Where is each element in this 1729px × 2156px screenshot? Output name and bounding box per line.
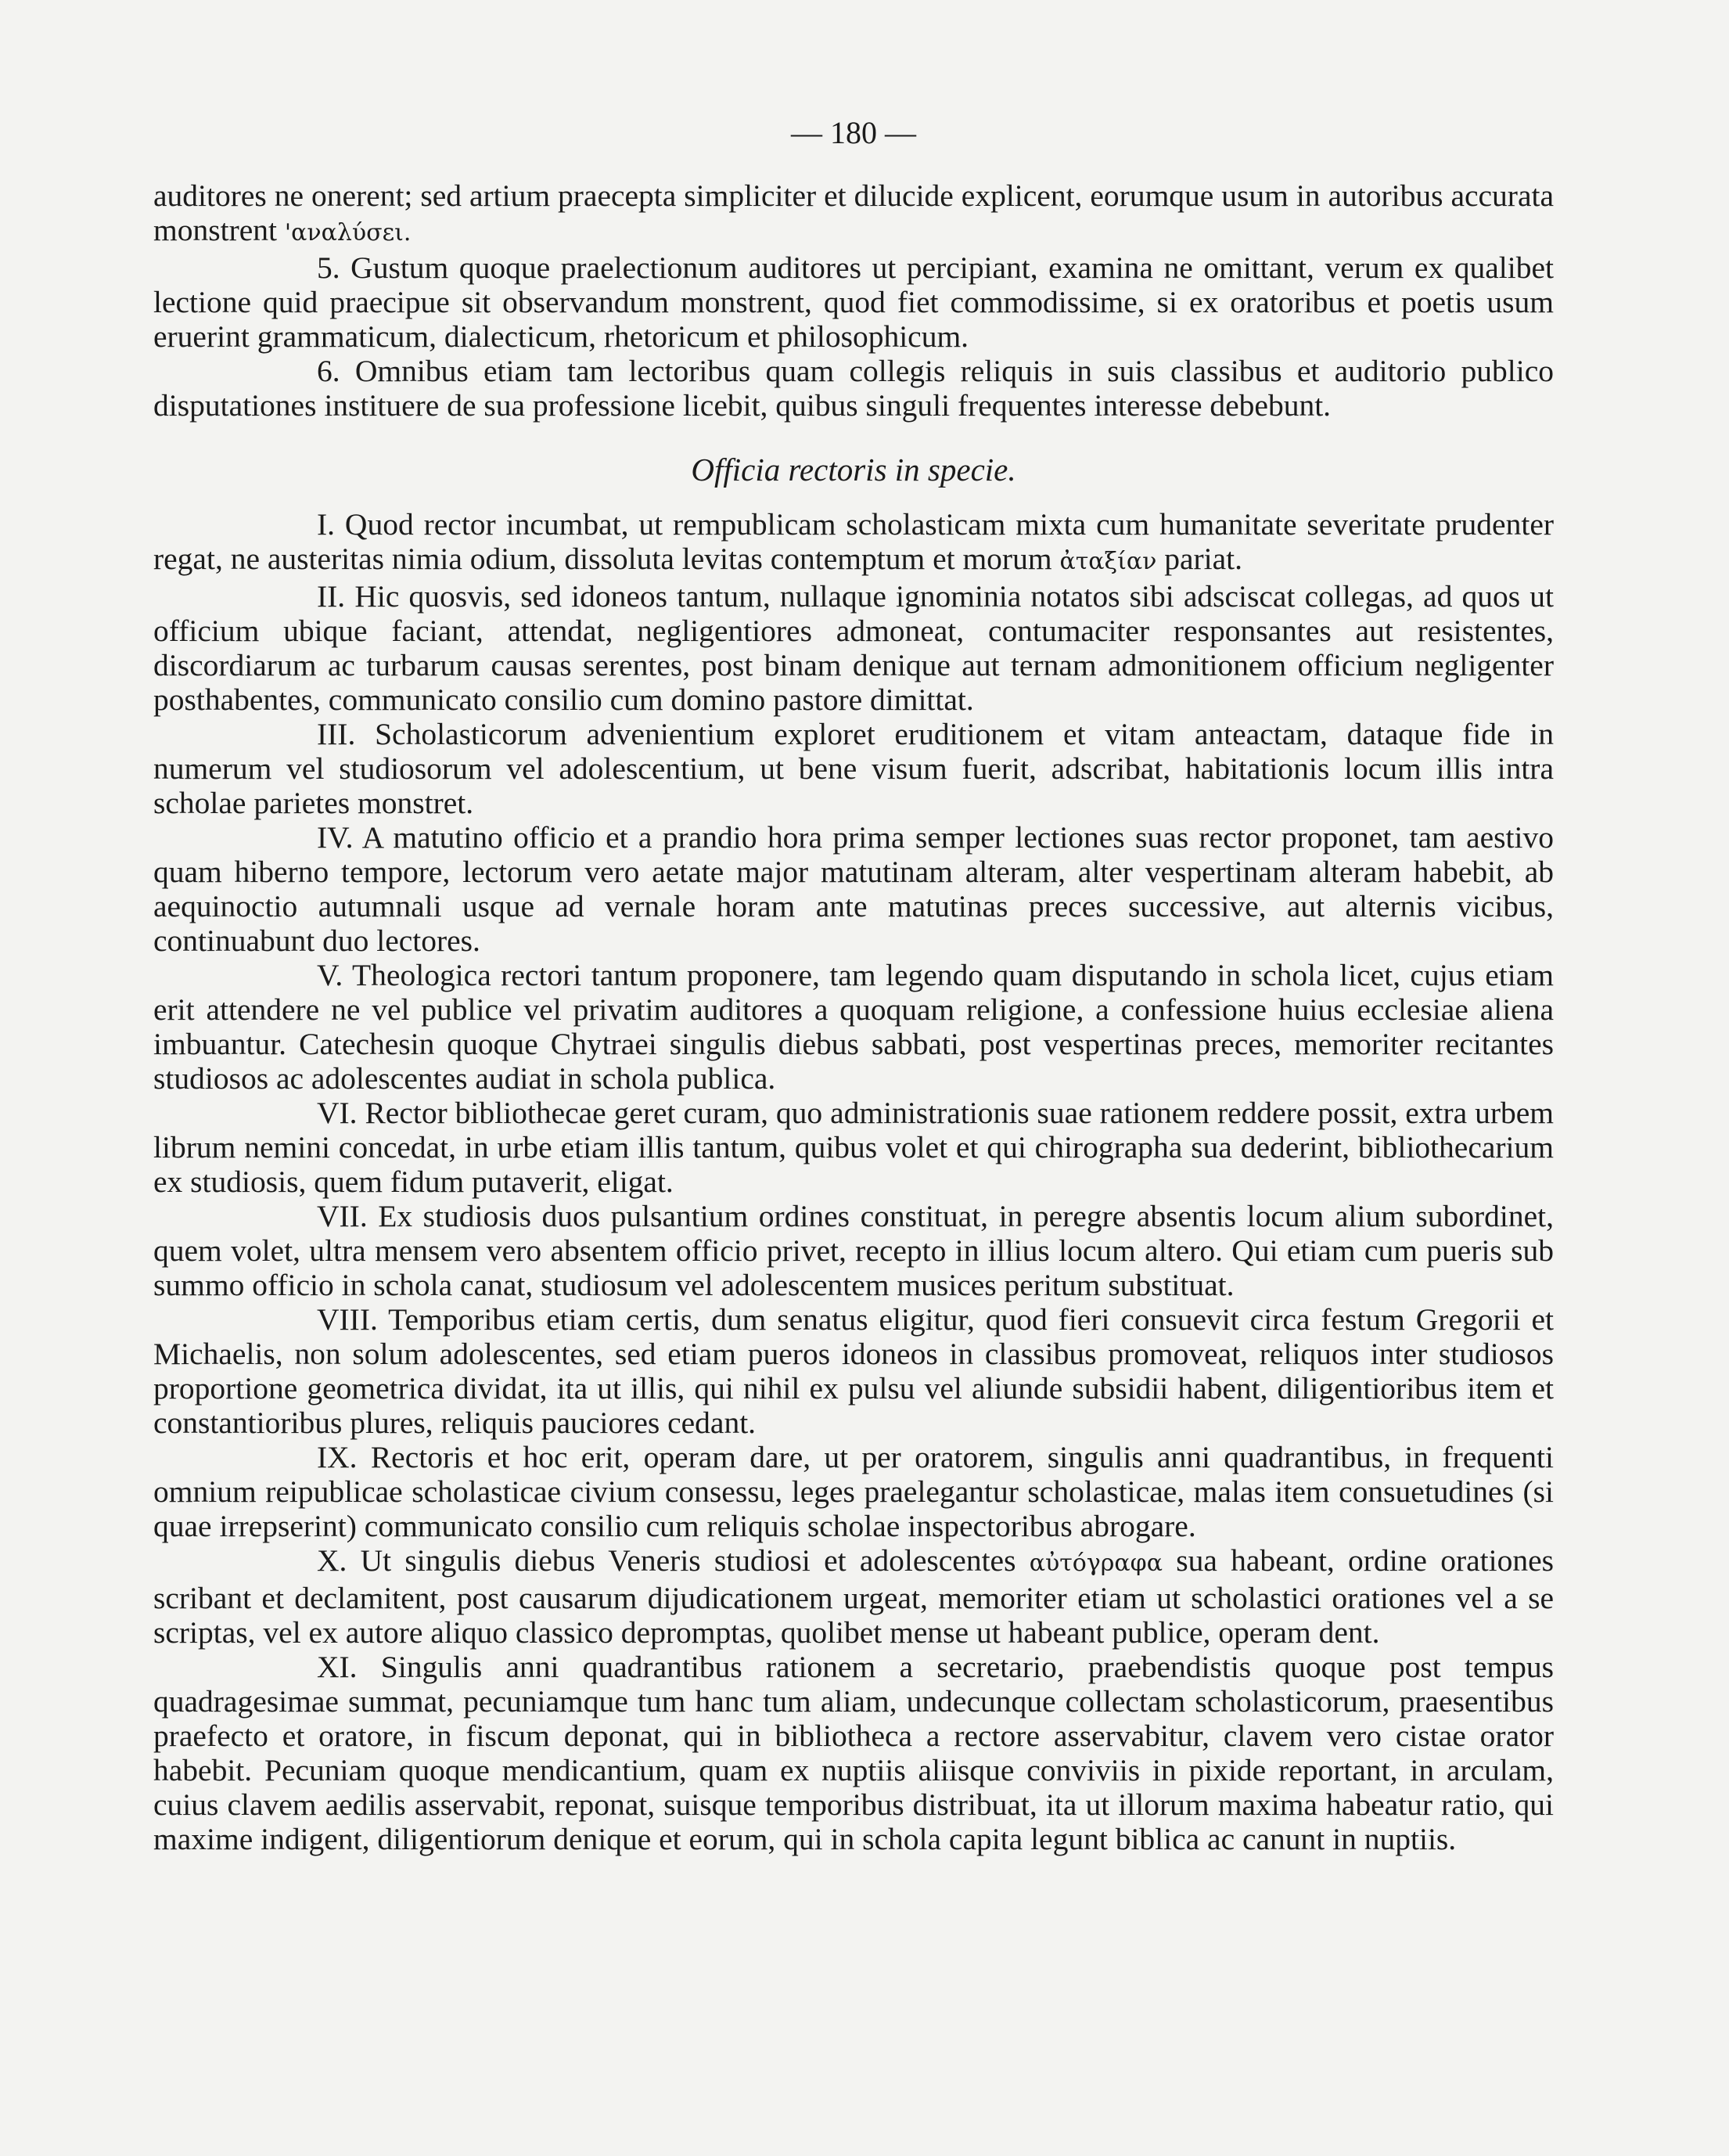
article-text: X. Ut singulis diebus Veneris studiosi et adolescentes (317, 1543, 1030, 1578)
article-IV: IV. A matutino officio et a prandio hora prima semper lectiones suas rector proponet, tam aestivo quam hiberno tempore, lectorum vero aetate major matutinam alteram, alter vespertinam alteram habebit, ab aequinoctio autumnali usque ad vernale horam ante matutinas preces successive, aut alternis vicibus, continuabunt duo lectores. (153, 820, 1554, 958)
page-content (153, 117, 1554, 2043)
article-text: sua habeant, ordine orationes scribant et declamitent, post causarum dijudicationem urgeat, memoriter etiam ut scholastici orationes vel a se scriptas, vel ex autore aliquo classico depromptas, quolibet mense ut habeant publice, operam dent. (153, 1543, 1554, 1650)
greek-word: αὐτόγραφα (1029, 1550, 1163, 1577)
paragraph-continuation (153, 178, 1554, 250)
paragraph-5: 5. Gustum quoque praelectionum auditores ut percipiant, examina ne omittant, verum ex qualibet lectione quid praecipue sit observandum monstrent, quod fiet commodissime, si ex oratoribus et poetis usum eruerint grammaticum, dialecticum, rhetoricum et philosophicum. (153, 250, 1554, 354)
article-I (153, 507, 1554, 579)
page-number: — 180 — (791, 115, 916, 150)
article-XI: XI. Singulis anni quadrantibus rationem a secretario, praebendistis quoque post tempus quadragesimae summat, pecuniamque tum hanc tum aliam, undecunque collectam scholasticorum, praesentibus praefecto et oratore, in fiscum deponat, qui in bibliotheca a rectore asservabitur, clavem vero cistae orator habebit. Pecuniam quoque mendicantium, quam ex nuptiis aliisque conviviis in pixide reportant, in arculam, cuius clavem aedilis asservabit, reponat, suisque temporibus distribuat, ita ut illorum maxima habeatur ratio, qui maxime indigent, diligentiorum denique et eorum, qui in schola capita legunt biblica ac canunt in nuptiis. (153, 1650, 1554, 1856)
article-X (153, 1543, 1554, 1650)
article-text: I. Quod rector incumbat, ut rempublicam scholasticam mixta cum humanitate severitate prudenter regat, ne austeritas nimia odium, dissoluta levitas contemptum et morum (153, 507, 1554, 576)
body-text (153, 178, 1554, 1856)
article-VI: VI. Rector bibliothecae geret curam, quo administrationis suae rationem reddere possit, extra urbem librum nemini concedat, in urbe etiam illis tantum, quibus volet et qui chirographa sua dederint, bibliothecarium ex studiosis, quem fidum putaverit, eligat. (153, 1096, 1554, 1199)
greek-word: 'αναλύσει. (284, 219, 412, 247)
article-II: II. Hic quosvis, sed idoneos tantum, nullaque ignominia notatos sibi adsciscat collegas, ad quos ut officium ubique faciant, attendat, negligentiores admoneat, contumaciter responsantes aut resistentes, discordiarum ac turbarum causas serentes, post binam denique aut ternam admonitionem officium negligenter posthabentes, communicato consilio cum domino pastore dimittat. (153, 579, 1554, 717)
article-IX: IX. Rectoris et hoc erit, operam dare, ut per oratorem, singulis anni quadrantibus, in frequenti omnium reipublicae scholasticae civium consessu, leges praelegantur scholasticae, malas item consuetudines (si quae irrepserint) communicato consilio cum reliquis scholae inspectoribus abrogare. (153, 1440, 1554, 1543)
article-V: V. Theologica rectori tantum proponere, tam legendo quam disputando in schola licet, cujus etiam erit attendere ne vel publice vel privatim auditores a quoquam religione, a confessione huius ecclesiae aliena imbuantur. Catechesin quoque Chytraei singulis diebus sabbati, post vespertinas preces, memoriter recitantes studiosos ac adolescentes audiat in schola publica. (153, 958, 1554, 1096)
paragraph-text: auditores ne onerent; sed artium praecepta simpliciter et dilucide explicent, eorumque usum in autoribus accurata monstrent (153, 178, 1554, 247)
article-text: pariat. (1156, 542, 1243, 576)
article-III: III. Scholasticorum advenientium exploret eruditionem et vitam anteactam, dataque fide in numerum vel studiosorum vel adolescentium, ut bene visum fuerit, adscribat, habitationis locum illis intra scholae parietes monstret. (153, 717, 1554, 820)
section-heading: Officia rectoris in specie. (691, 452, 1016, 488)
article-VIII: VIII. Temporibus etiam certis, dum senatus eligitur, quod fieri consuevit circa festum Gregorii et Michaelis, non solum adolescentes, sed etiam pueros idoneos in classibus promoveat, reliquos inter studiosos proportione geometrica dividat, ita ut illis, qui nihil ex pulsu vel aliunde subsidii habent, diligentioribus item et constantioribus plures, reliquis pauciores cedant. (153, 1302, 1554, 1440)
article-VII: VII. Ex studiosis duos pulsantium ordines constituat, in peregre absentis locum alium subordinet, quem volet, ultra mensem vero absentem officio privet, recepto in illius locum altero. Qui etiam cum pueris sub summo officio in schola canat, studiosum vel adolescentem musices peritum substituat. (153, 1199, 1554, 1302)
paragraph-6: 6. Omnibus etiam tam lectoribus quam collegis reliquis in suis classibus et auditorio publico disputationes instituere de sua professione licebit, quibus singuli frequentes interesse debebunt. (153, 354, 1554, 423)
greek-word: ἀταξίαν (1059, 548, 1157, 575)
